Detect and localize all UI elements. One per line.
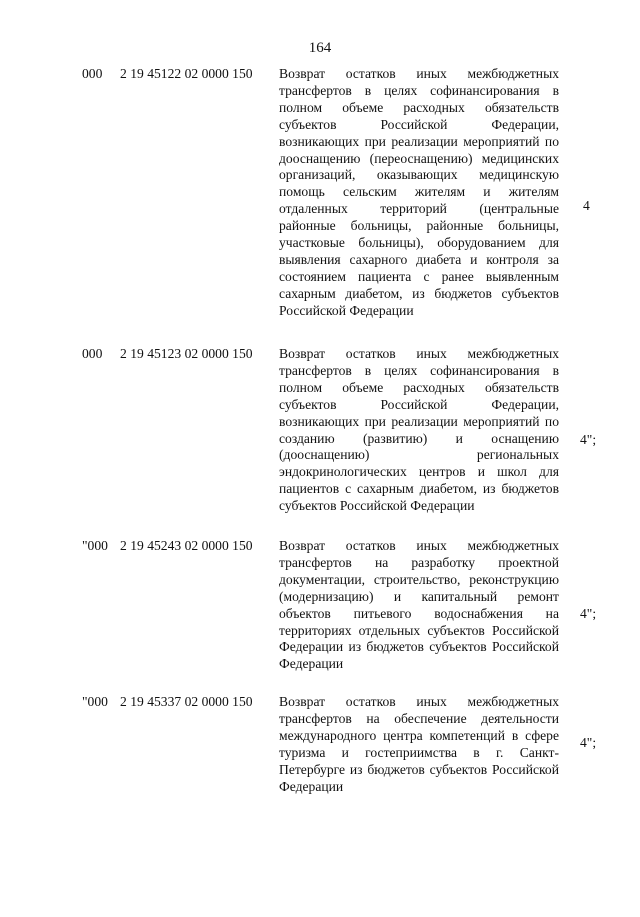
income-description: Возврат остатков иных межбюджетных трансфертов в целях софинансирования в полном объеме расходных обязательств субъектов Российской Федерации, возникающих при реализации мероприятий по созданию (развитию) и оснащению (дооснащению) региональных эндокринологических центров и школ для пациентов с сахарным диабетом, из бюджетов субъектов Российской Федерации (279, 346, 559, 514)
admin-code: "000 (82, 538, 108, 553)
income-description: Возврат остатков иных межбюджетных трансфертов на обеспечение деятельности международного центра компетенций в сфере туризма и гостеприимства в г. Санкт-Петербурге из бюджетов субъектов Российской Федерации (279, 694, 559, 794)
income-description: Возврат остатков иных межбюджетных трансфертов на разработку проектной документации, строительство, реконструкцию (модернизацию) и капитальный ремонт объектов питьевого водоснабжения на территориях отдельных субъектов Российской Федерации из бюджетов субъектов Российской Федерации (279, 538, 559, 672)
admin-code: "000 (82, 694, 108, 709)
admin-code: 000 (82, 66, 103, 81)
amount: 4"; (580, 432, 597, 447)
page-number: 164 (308, 40, 332, 56)
income-code: 2 19 45122 02 0000 150 (120, 66, 253, 81)
amount: 4"; (580, 606, 597, 621)
income-code: 2 19 45337 02 0000 150 (120, 694, 253, 709)
amount: 4"; (580, 735, 597, 750)
admin-code: 000 (82, 346, 103, 361)
income-code: 2 19 45243 02 0000 150 (120, 538, 253, 553)
income-description: Возврат остатков иных межбюджетных трансфертов в целях софинансирования в полном объеме расходных обязательств субъектов Российской Федерации, возникающих при реализации мероприятий по дооснащению (переоснащению) медицинских организаций, оказывающих медицинскую помощь сельским жителям и жителям отдаленных территорий (центральные районные больницы, районные больницы, участковые больницы), оборудованием для выявления сахарного диабета и контроля за состоянием пациента с ранее выявленным сахарным диабетом, из бюджетов субъектов Российской Федерации (279, 66, 559, 318)
income-code: 2 19 45123 02 0000 150 (120, 346, 253, 361)
amount: 4 (583, 198, 590, 213)
